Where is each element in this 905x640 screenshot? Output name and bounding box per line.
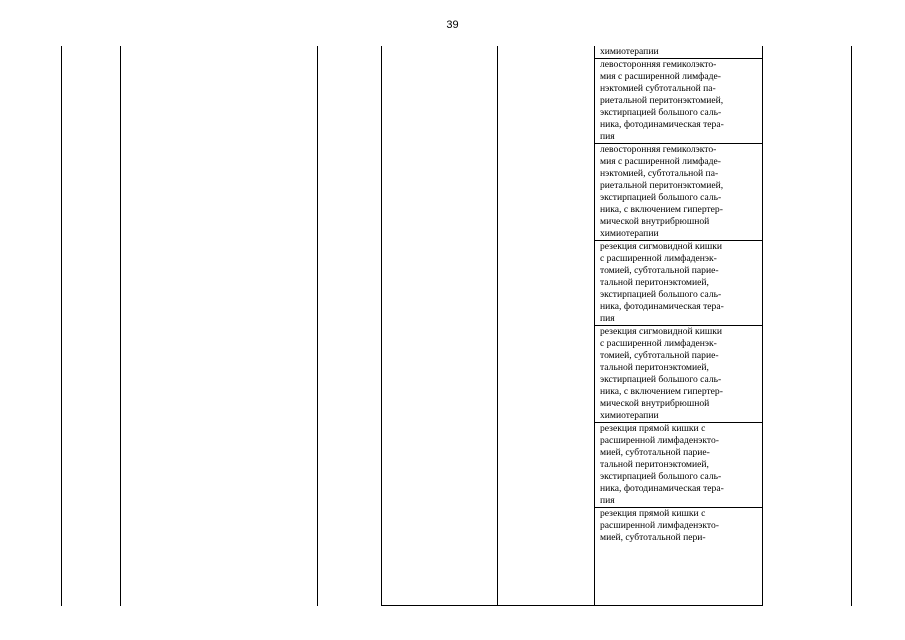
table-cell-procedure [594,423,763,508]
table-cell-procedure [594,46,763,59]
table-column-rule [317,46,318,606]
procedure-text-line: химиотерапии [600,410,659,421]
procedure-text-line: риетальной перитонэктомией, [600,180,724,191]
procedure-text-line: расширенной лимфаденэкто- [600,520,719,531]
procedure-text-line: ника, с включением гипертер- [600,204,723,215]
procedure-list [594,46,763,606]
procedure-text-line: мия с расширенной лимфаде- [600,156,721,167]
procedure-text-line: мией, субтотальной парие- [600,447,710,458]
procedure-text-line: химиотерапии [600,46,659,57]
procedure-text-line: резекция сигмовидной кишки [600,241,723,252]
procedure-text-line: пия [600,131,615,142]
page-number: 39 [446,19,459,31]
procedure-text-line: тальной перитонэктомией, [600,362,709,373]
table-cell-procedure [594,144,763,241]
procedure-text-line: мической внутрибрюшной [600,216,710,227]
procedure-text-line: пия [600,495,615,506]
procedure-text-line: химиотерапии [600,228,659,239]
procedure-text-line: ника, фотодинамическая тера- [600,301,724,312]
table-cell-procedure [594,241,763,326]
procedure-text-line: с расширенной лимфаденэк- [600,338,717,349]
procedure-text-line: ника, фотодинамическая тера- [600,119,724,130]
table-column-rule [120,46,121,606]
table-column-rule [381,46,382,606]
table-column-rule [61,46,62,606]
procedure-text-line: левосторонняя гемиколэкто- [600,59,717,70]
procedure-text-line: расширенной лимфаденэкто- [600,435,719,446]
procedure-text-line: резекция прямой кишки с [600,423,706,434]
procedure-text-line: пия [600,313,615,324]
procedure-text-line: ника, с включением гипертер- [600,386,723,397]
procedure-text-line: томией, субтотальной парие- [600,350,719,361]
procedure-text-line: тальной перитонэктомией, [600,277,709,288]
procedure-text-line: мической внутрибрюшной [600,398,710,409]
table-column-rule [497,46,498,606]
table-cell-procedure [594,326,763,423]
procedure-text-line: риетальной перитонэктомией, [600,95,724,106]
procedure-text-line: нэктомией субтотальной па- [600,83,716,94]
table-cell-procedure [594,59,763,144]
procedure-text-line: экстирпацией большого саль- [600,471,722,482]
procedure-text-line: левосторонняя гемиколэкто- [600,144,717,155]
table-cell-procedure [594,508,763,544]
procedure-text-line: мией, субтотальной пери- [600,532,706,543]
procedure-text-line: нэктомией, субтотальной па- [600,168,719,179]
procedure-text-line: экстирпацией большого саль- [600,107,722,118]
procedure-text-line: резекция прямой кишки с [600,508,706,519]
procedure-text-line: экстирпацией большого саль- [600,192,722,203]
procedure-text-line: с расширенной лимфаденэк- [600,253,717,264]
procedure-text-line: резекция сигмовидной кишки [600,326,723,337]
procedure-text-line: тальной перитонэктомией, [600,459,709,470]
procedure-text-line: томией, субтотальной парие- [600,265,719,276]
procedure-text-line: мия с расширенной лимфаде- [600,71,721,82]
procedure-text-line: ника, фотодинамическая тера- [600,483,724,494]
table-column-rule [851,46,852,606]
procedure-text-line: экстирпацией большого саль- [600,374,722,385]
procedure-text-line: экстирпацией большого саль- [600,289,722,300]
